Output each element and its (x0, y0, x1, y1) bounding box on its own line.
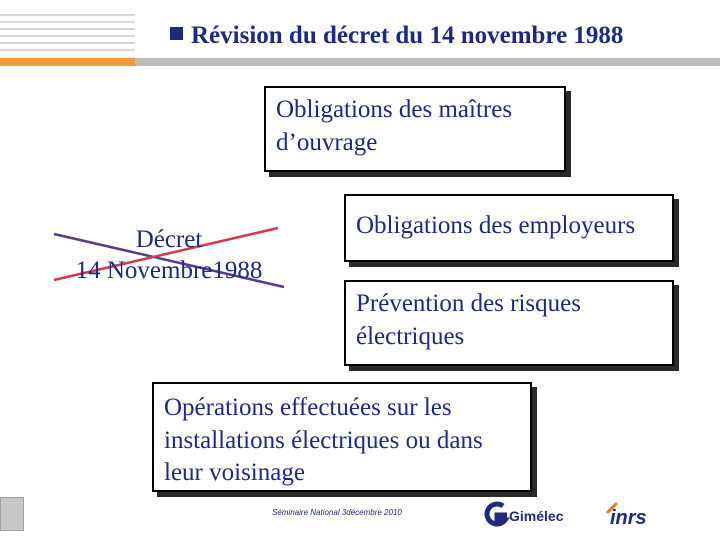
inrs-logo (604, 500, 674, 530)
footer-event: Séminaire National 3décembre 2010 (272, 508, 402, 517)
header-bar-accent (0, 58, 135, 66)
box-operations-effectuees-label: Opérations effectuées sur les installations électriques ou dans leur voisinage (164, 394, 483, 486)
gimelec-logo-text: Gimélec (509, 508, 564, 524)
box-obligations-employeurs (344, 194, 674, 262)
corner-square (0, 497, 24, 531)
gimelec-logo (483, 500, 583, 530)
box-obligations-maitres (264, 86, 566, 172)
header-decoration (0, 14, 135, 56)
slide-title-container (170, 22, 623, 50)
slide-title: Révision du décret du 14 novembre 1988 (191, 22, 624, 49)
inrs-logo-text: inrs (610, 507, 647, 529)
bullet-square-icon (170, 27, 183, 40)
box-prevention-risques-label: Prévention des risques électriques (356, 290, 581, 350)
box-obligations-employeurs-label: Obligations des employeurs (356, 212, 636, 239)
box-operations-effectuees (152, 382, 532, 492)
decree-line-1: Décret (135, 226, 203, 253)
box-prevention-risques (344, 280, 674, 366)
decree-label (54, 224, 284, 287)
box-obligations-maitres-label: Obligations des maîtres d’ouvrage (276, 96, 513, 156)
decree-line-2: 14 Novembre1988 (75, 257, 263, 285)
